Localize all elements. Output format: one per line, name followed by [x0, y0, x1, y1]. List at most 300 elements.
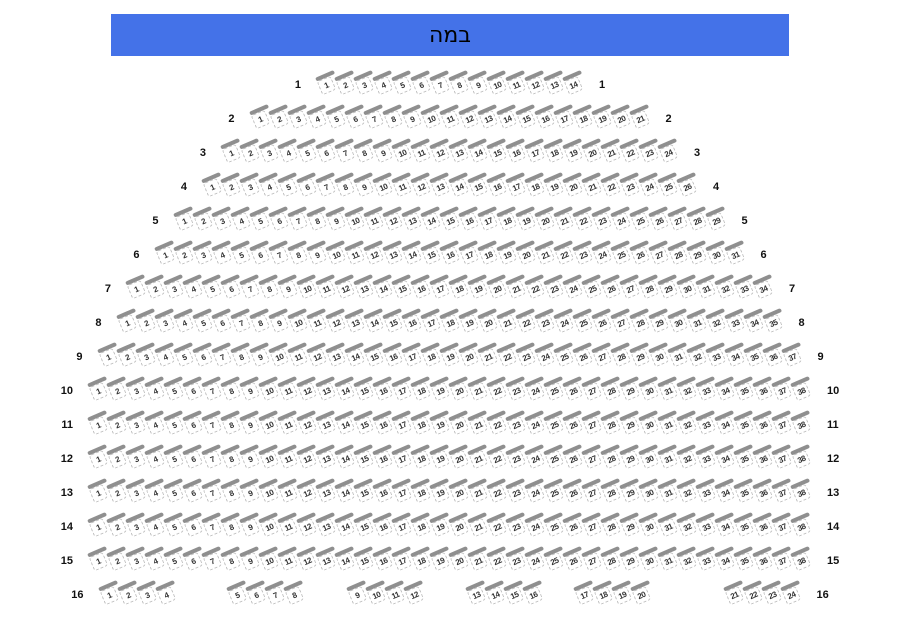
seat-number: 15 [491, 146, 503, 159]
seat[interactable] [612, 585, 632, 605]
seat-back-icon [306, 206, 326, 217]
seat-row [0, 442, 900, 476]
seat-back-icon [524, 172, 544, 183]
seat[interactable] [212, 347, 232, 367]
seat-number: 13 [434, 180, 446, 193]
seat[interactable] [193, 313, 213, 333]
seat[interactable] [250, 245, 270, 265]
seat[interactable] [573, 109, 593, 129]
seat[interactable] [554, 211, 574, 231]
seat[interactable] [630, 245, 650, 265]
seat-number: 10 [330, 248, 342, 261]
seat-back-icon [486, 172, 506, 183]
seat[interactable] [762, 585, 782, 605]
seat[interactable] [383, 245, 403, 265]
seat[interactable] [212, 211, 232, 231]
seat[interactable] [193, 347, 213, 367]
seat-number: 36 [757, 554, 769, 567]
seat-number: 27 [586, 520, 598, 533]
seat-back-icon [543, 444, 563, 455]
seat-number: 16 [377, 452, 389, 465]
seat[interactable] [792, 415, 812, 435]
seat[interactable] [763, 313, 783, 333]
seat-back-icon [484, 580, 504, 591]
seat[interactable] [345, 313, 365, 333]
seat-back-icon [619, 274, 639, 285]
seat[interactable] [523, 585, 543, 605]
seat[interactable] [98, 347, 118, 367]
seat[interactable] [516, 245, 536, 265]
seat[interactable] [706, 313, 726, 333]
seat[interactable] [792, 381, 812, 401]
seat[interactable] [174, 211, 194, 231]
seat[interactable] [136, 347, 156, 367]
seat[interactable] [611, 313, 631, 333]
seat-back-icon [581, 444, 601, 455]
seat-back-icon [496, 104, 516, 115]
seat-back-icon [705, 240, 725, 251]
seat[interactable] [706, 245, 726, 265]
seat[interactable] [659, 143, 679, 163]
seat[interactable] [364, 313, 384, 333]
seat[interactable] [554, 109, 574, 129]
seat[interactable] [611, 109, 631, 129]
seat-number: 11 [283, 452, 294, 465]
stage-banner: במה [111, 14, 789, 56]
seat[interactable] [485, 585, 505, 605]
seat[interactable] [754, 279, 774, 299]
seat[interactable] [402, 109, 422, 129]
seat[interactable] [269, 313, 289, 333]
seat[interactable] [573, 313, 593, 333]
seat[interactable] [250, 313, 270, 333]
seat[interactable] [497, 245, 517, 265]
row-label-left: 15 [60, 555, 73, 567]
seat[interactable] [497, 347, 517, 367]
seat-number: 32 [681, 486, 693, 499]
seat[interactable] [478, 313, 498, 333]
seat-number: 20 [520, 248, 532, 261]
seat[interactable] [326, 109, 346, 129]
seat[interactable] [284, 585, 304, 605]
seat[interactable] [592, 245, 612, 265]
seat-back-icon [600, 376, 620, 387]
seat-back-icon [695, 512, 715, 523]
seat[interactable] [421, 211, 441, 231]
seat[interactable] [535, 211, 555, 231]
seat[interactable] [99, 585, 119, 605]
seat[interactable] [478, 347, 498, 367]
seat[interactable] [383, 109, 403, 129]
seat[interactable] [516, 211, 536, 231]
seat-number: 23 [510, 520, 522, 533]
seat[interactable] [497, 211, 517, 231]
seat[interactable] [326, 347, 346, 367]
seat[interactable] [592, 211, 612, 231]
seat[interactable] [554, 313, 574, 333]
seat[interactable] [383, 211, 403, 231]
seat[interactable] [573, 245, 593, 265]
seat[interactable] [288, 313, 308, 333]
seat-number: 35 [738, 554, 750, 567]
seat-number: 18 [415, 520, 427, 533]
seat-back-icon [249, 104, 269, 115]
seat-back-icon [258, 376, 278, 387]
seat[interactable] [402, 347, 422, 367]
seat[interactable] [288, 347, 308, 367]
seat-back-icon [600, 444, 620, 455]
seat[interactable] [611, 245, 631, 265]
seat[interactable] [504, 585, 524, 605]
seat-back-icon [382, 308, 402, 319]
seat-back-icon [182, 274, 202, 285]
seat-back-icon [657, 172, 677, 183]
seat-back-icon [724, 308, 744, 319]
seat[interactable] [744, 347, 764, 367]
seat[interactable] [364, 211, 384, 231]
seat-group [89, 384, 811, 399]
seat-number: 7 [218, 351, 226, 362]
seat-number: 14 [368, 316, 380, 329]
seat[interactable] [611, 211, 631, 231]
seat[interactable] [649, 245, 669, 265]
seat-number: 10 [396, 146, 408, 159]
seat-number: 29 [691, 248, 703, 261]
seat-number: 8 [265, 283, 273, 294]
seat[interactable] [631, 585, 651, 605]
seat[interactable] [574, 585, 594, 605]
seat[interactable] [478, 109, 498, 129]
seat[interactable] [269, 109, 289, 129]
seat[interactable] [212, 245, 232, 265]
seat[interactable] [592, 109, 612, 129]
seat[interactable] [231, 245, 251, 265]
seat[interactable] [649, 313, 669, 333]
seat[interactable] [137, 585, 157, 605]
seat[interactable] [250, 211, 270, 231]
seat[interactable] [269, 245, 289, 265]
seat[interactable] [155, 347, 175, 367]
seat[interactable] [593, 585, 613, 605]
seat-back-icon [467, 512, 487, 523]
seat-back-icon [264, 580, 284, 591]
seat-number: 18 [597, 588, 609, 601]
seat[interactable] [231, 313, 251, 333]
seat[interactable] [535, 109, 555, 129]
seat[interactable] [288, 211, 308, 231]
seat-back-icon [657, 512, 677, 523]
seat-group [348, 588, 424, 603]
seat-number: 34 [719, 452, 731, 465]
seat-back-icon [155, 580, 175, 591]
seat[interactable] [385, 585, 405, 605]
seat[interactable] [592, 347, 612, 367]
seat-number: 24 [539, 350, 551, 363]
seat-number: 9 [246, 487, 254, 498]
seat[interactable] [421, 347, 441, 367]
seat-back-icon [752, 376, 772, 387]
seat[interactable] [155, 313, 175, 333]
seat[interactable] [630, 347, 650, 367]
seat[interactable] [743, 585, 763, 605]
seat[interactable] [459, 347, 479, 367]
seat[interactable] [497, 313, 517, 333]
seat-number: 8 [227, 487, 235, 498]
seat-number: 21 [539, 248, 551, 261]
seat-number: 14 [489, 588, 501, 601]
seat[interactable] [630, 211, 650, 231]
seat-back-icon [733, 546, 753, 557]
seat[interactable] [117, 313, 137, 333]
seat[interactable] [269, 211, 289, 231]
seat-number: 9 [256, 351, 264, 362]
seat-number: 2 [341, 79, 349, 90]
seat[interactable] [345, 347, 365, 367]
seat[interactable] [724, 585, 744, 605]
seat-back-icon [306, 342, 326, 353]
seat-number: 13 [482, 112, 494, 125]
seat[interactable] [212, 313, 232, 333]
seat[interactable] [459, 245, 479, 265]
seat[interactable] [155, 245, 175, 265]
seat[interactable] [440, 211, 460, 231]
seat[interactable] [792, 483, 812, 503]
seat[interactable] [421, 109, 441, 129]
seat-back-icon [448, 478, 468, 489]
seat[interactable] [118, 585, 138, 605]
seat[interactable] [668, 347, 688, 367]
seat[interactable] [402, 245, 422, 265]
seat-number: 12 [301, 418, 313, 431]
seat[interactable] [459, 211, 479, 231]
seat[interactable] [174, 347, 194, 367]
seat[interactable] [227, 585, 247, 605]
seat[interactable] [725, 245, 745, 265]
seat[interactable] [687, 347, 707, 367]
seat-number: 36 [757, 418, 769, 431]
seat-number: 5 [303, 147, 311, 158]
seat[interactable] [478, 245, 498, 265]
row-label-left: 14 [60, 521, 73, 533]
seat[interactable] [156, 585, 176, 605]
seat-number: 22 [491, 418, 503, 431]
seat[interactable] [630, 109, 650, 129]
seat-number: 5 [170, 487, 178, 498]
seat[interactable] [782, 347, 802, 367]
seat[interactable] [345, 109, 365, 129]
seat[interactable] [535, 245, 555, 265]
seat[interactable] [347, 585, 367, 605]
seat[interactable] [687, 313, 707, 333]
seat-number: 8 [227, 385, 235, 396]
seat[interactable] [792, 517, 812, 537]
seat[interactable] [265, 585, 285, 605]
seat[interactable] [345, 211, 365, 231]
seat[interactable] [326, 245, 346, 265]
seat[interactable] [668, 211, 688, 231]
seat[interactable] [573, 347, 593, 367]
seat-number: 17 [510, 180, 522, 193]
seat-back-icon [239, 274, 259, 285]
seat-back-icon [391, 444, 411, 455]
seat[interactable] [516, 109, 536, 129]
seat-number: 9 [246, 453, 254, 464]
seat[interactable] [288, 245, 308, 265]
seat[interactable] [421, 245, 441, 265]
seat[interactable] [725, 313, 745, 333]
seat-back-icon [771, 376, 791, 387]
seat-back-icon [467, 410, 487, 421]
seat[interactable] [630, 313, 650, 333]
seat[interactable] [193, 211, 213, 231]
seat[interactable] [573, 211, 593, 231]
seat-back-icon [410, 512, 430, 523]
seat[interactable] [364, 109, 384, 129]
seat[interactable] [288, 109, 308, 129]
seat[interactable] [440, 109, 460, 129]
seat[interactable] [246, 585, 266, 605]
seat[interactable] [402, 211, 422, 231]
seat-groups [222, 146, 678, 161]
seat[interactable] [554, 347, 574, 367]
seat-number: 5 [332, 113, 340, 124]
seat[interactable] [592, 313, 612, 333]
seat[interactable] [383, 313, 403, 333]
seat-back-icon [239, 512, 259, 523]
seat-number: 20 [453, 554, 465, 567]
seat[interactable] [459, 313, 479, 333]
seat[interactable] [649, 211, 669, 231]
seat-back-icon [657, 274, 677, 285]
seat[interactable] [250, 109, 270, 129]
seat[interactable] [307, 245, 327, 265]
seat[interactable] [687, 245, 707, 265]
seat-back-icon [334, 70, 354, 81]
seat-back-icon [401, 206, 421, 217]
seat[interactable] [440, 313, 460, 333]
seat[interactable] [466, 585, 486, 605]
seat[interactable] [117, 347, 137, 367]
seat[interactable] [326, 313, 346, 333]
seat[interactable] [193, 245, 213, 265]
seat[interactable] [136, 313, 156, 333]
seat[interactable] [649, 347, 669, 367]
seat[interactable] [687, 211, 707, 231]
seat[interactable] [402, 313, 422, 333]
seat-back-icon [657, 444, 677, 455]
row-label-right: 7 [789, 283, 796, 295]
seat[interactable] [668, 245, 688, 265]
seat[interactable] [497, 109, 517, 129]
seat[interactable] [440, 245, 460, 265]
seat[interactable] [345, 245, 365, 265]
seat-back-icon [296, 410, 316, 421]
seat-back-icon [724, 240, 744, 251]
seat[interactable] [364, 347, 384, 367]
seat[interactable] [706, 347, 726, 367]
seat-number: 34 [719, 520, 731, 533]
seat[interactable] [744, 313, 764, 333]
seat-back-icon [534, 104, 554, 115]
seat-back-icon [562, 70, 582, 81]
seat[interactable] [792, 449, 812, 469]
seat[interactable] [383, 347, 403, 367]
seat[interactable] [326, 211, 346, 231]
seat-number: 4 [218, 249, 226, 260]
seat[interactable] [781, 585, 801, 605]
seat-number: 19 [434, 452, 446, 465]
seat[interactable] [174, 245, 194, 265]
seat-back-icon [600, 512, 620, 523]
seat[interactable] [706, 211, 726, 231]
seat-number: 9 [246, 555, 254, 566]
seat-back-icon [600, 478, 620, 489]
seat-number: 1 [256, 113, 264, 124]
seat[interactable] [678, 177, 698, 197]
seat[interactable] [516, 313, 536, 333]
seat[interactable] [564, 75, 584, 95]
seat[interactable] [554, 245, 574, 265]
seat-back-icon [743, 308, 763, 319]
seat-number: 15 [358, 520, 370, 533]
seat[interactable] [611, 347, 631, 367]
seat-number: 28 [643, 282, 655, 295]
seat-number: 18 [501, 214, 513, 227]
seat[interactable] [231, 211, 251, 231]
seat[interactable] [404, 585, 424, 605]
seat[interactable] [307, 347, 327, 367]
seat[interactable] [763, 347, 783, 367]
seat-number: 5 [208, 283, 216, 294]
seat[interactable] [366, 585, 386, 605]
seat[interactable] [459, 109, 479, 129]
seat-back-icon [410, 478, 430, 489]
seat[interactable] [440, 347, 460, 367]
seat-back-icon [743, 342, 763, 353]
seat[interactable] [516, 347, 536, 367]
seat-number: 15 [358, 418, 370, 431]
seat[interactable] [269, 347, 289, 367]
seat[interactable] [307, 313, 327, 333]
seat-back-icon [524, 512, 544, 523]
seat[interactable] [421, 313, 441, 333]
seat[interactable] [535, 347, 555, 367]
seat[interactable] [174, 313, 194, 333]
seat[interactable] [364, 245, 384, 265]
seat[interactable] [478, 211, 498, 231]
seat-back-icon [346, 580, 366, 591]
seat[interactable] [231, 347, 251, 367]
seat[interactable] [307, 109, 327, 129]
seat-back-icon [676, 546, 696, 557]
seat-back-icon [524, 444, 544, 455]
seat-number: 18 [529, 180, 541, 193]
seat-number: 31 [729, 248, 741, 261]
seat-number: 6 [227, 283, 235, 294]
seat[interactable] [535, 313, 555, 333]
seat[interactable] [725, 347, 745, 367]
seat[interactable] [250, 347, 270, 367]
seat[interactable] [792, 551, 812, 571]
seat[interactable] [307, 211, 327, 231]
seat-back-icon [505, 172, 525, 183]
seat[interactable] [668, 313, 688, 333]
seat-back-icon [638, 444, 658, 455]
seat-back-icon [277, 376, 297, 387]
seat-number: 14 [453, 180, 465, 193]
seat-number: 31 [700, 282, 712, 295]
seat-number: 2 [113, 555, 121, 566]
